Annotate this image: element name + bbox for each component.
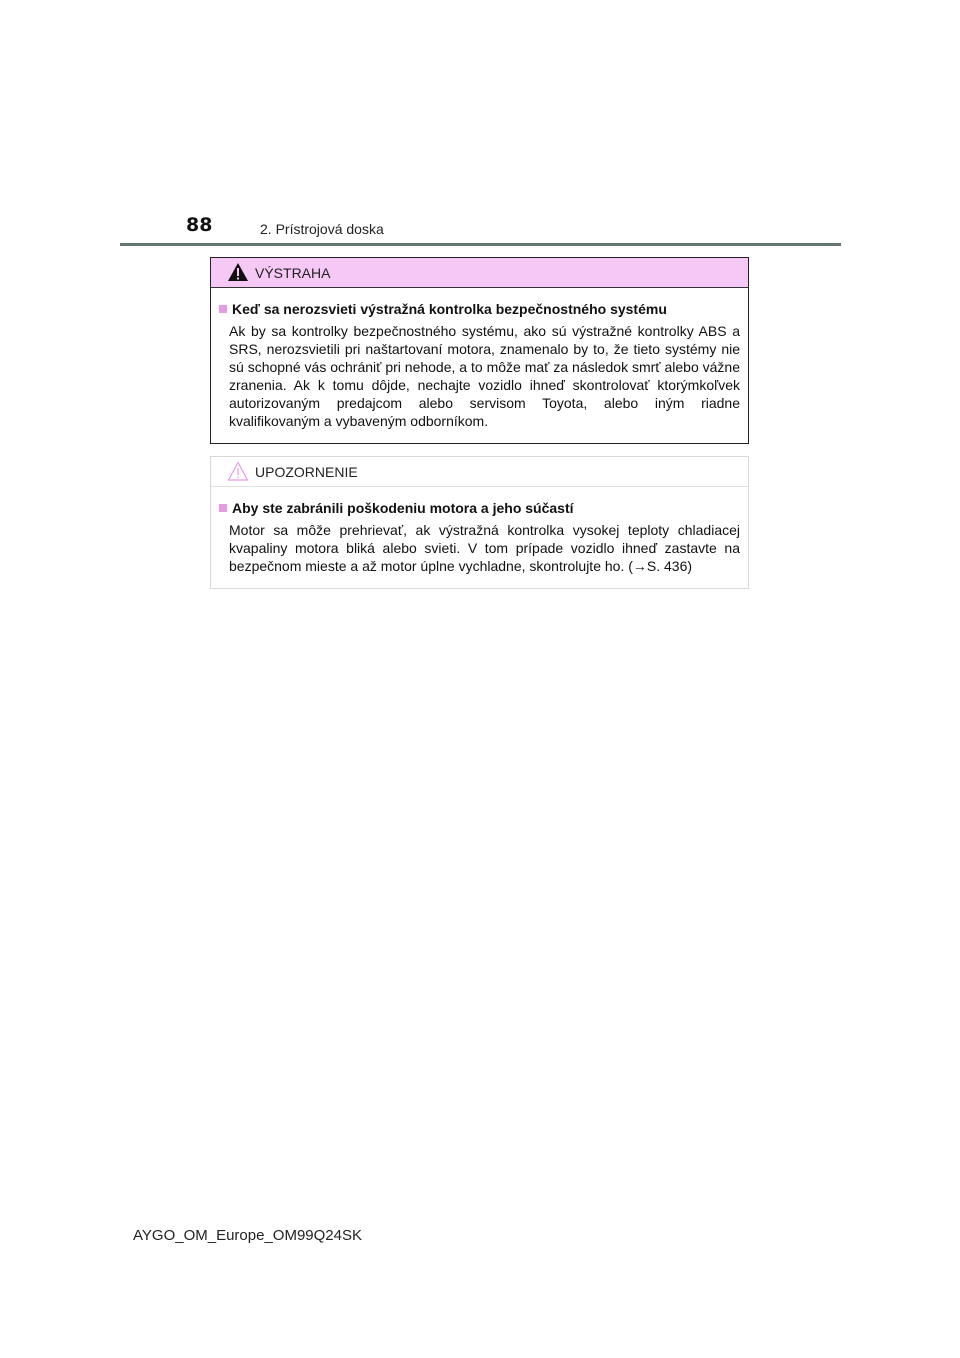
caution-box-header (211, 457, 748, 487)
caution-item-title (219, 499, 740, 517)
caution-box-body (211, 487, 748, 575)
document-id: AYGO_OM_Europe_OM99Q24SK (133, 1227, 362, 1244)
warning-item-title-text: Keď sa nerozsvieti výstražná kontrolka bezpečnostného systému (232, 301, 667, 317)
caution-box (210, 456, 749, 589)
header-divider (120, 243, 841, 246)
warning-box-header (211, 258, 748, 288)
warning-item-text: Ak by sa kontrolky bezpečnostného systému, ako sú výstražné kontrolky ABS a SRS, nerozsvietili pri naštartovaní motora, znamenalo by to, že tieto systémy nie sú schopné vás ochrániť pri nehode, a to môže mať za následok smrť alebo vážne zranenia. Ak k tomu dôjde, nechajte vozidlo ihneď skontrolovať ktorýmkoľvek autorizovaným predajcom alebo servisom Toyota, alebo iným riadne kvalifikovaným a vybaveným odborníkom. (229, 323, 740, 429)
caution-triangle-outline-icon (227, 461, 249, 481)
page-number: 88 (186, 214, 213, 236)
caution-label: UPOZORNENIE (255, 464, 358, 480)
warning-box (210, 257, 749, 444)
caution-item-text: Motor sa môže prehrievať, ak výstražná kontrolka vysokej teploty chladiacej kvapaliny motora bliká alebo svieti. V tom prípade vozidlo ihneď zastavte na bezpečnom mieste a až motor úplne vychladne, skontrolujte ho. (→S. 436) (229, 522, 740, 574)
section-title: 2. Prístrojová doska (260, 221, 384, 237)
caution-item-title-text: Aby ste zabránili poškodeniu motora a jeho súčastí (232, 500, 574, 516)
warning-triangle-filled-icon (227, 262, 249, 282)
square-bullet-icon (219, 305, 227, 313)
square-bullet-icon (219, 504, 227, 512)
warning-box-body (211, 288, 748, 430)
warning-label: VÝSTRAHA (255, 265, 331, 281)
warning-item-title (219, 300, 740, 318)
